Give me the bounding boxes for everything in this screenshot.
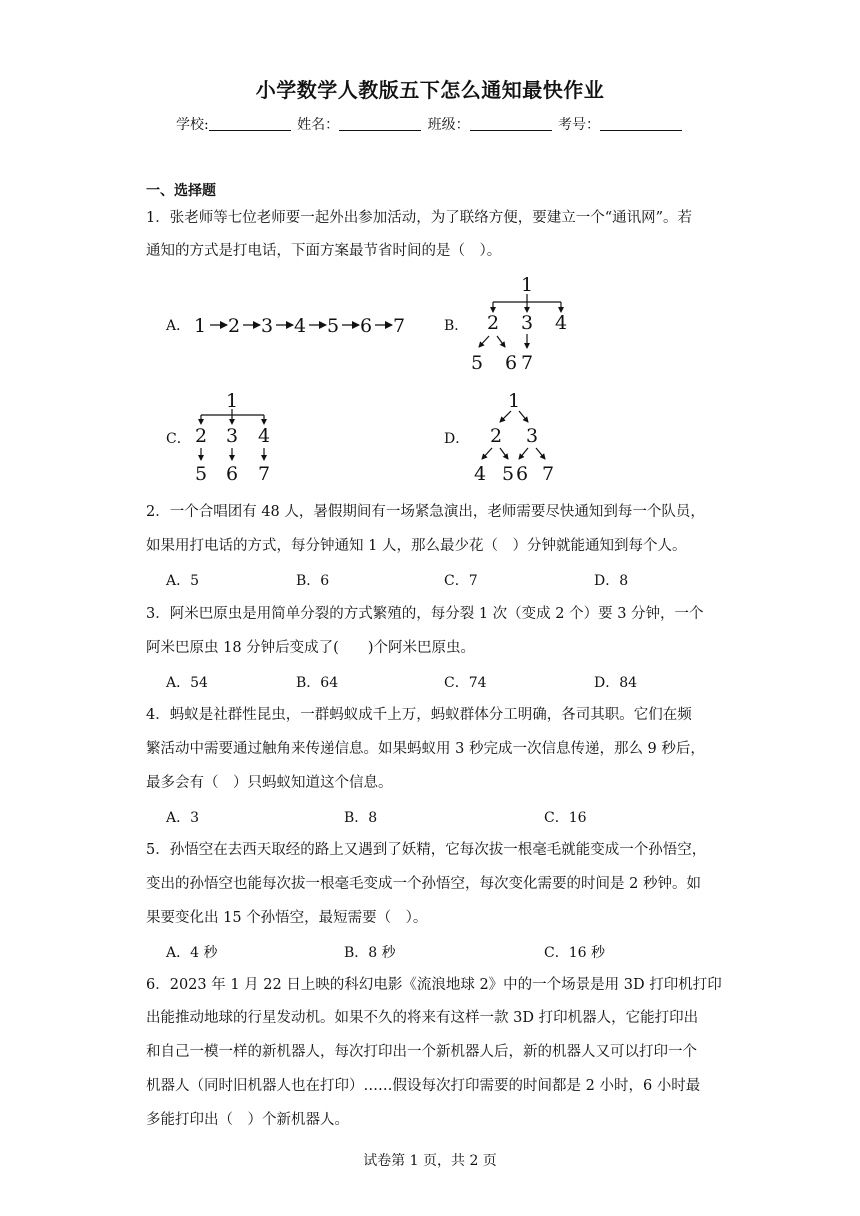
q6-line-2: 出能推动地球的行星发动机。如果不久的将来有这样一款 3D 打印机器人，它能打印出 [146,1010,699,1026]
q3-option-a[interactable]: A．54 [166,675,208,691]
q6-line-5: 多能打印出（ ）个新机器人。 [146,1112,349,1128]
page-footer: 试卷第 1 页，共 2 页 [363,1153,497,1169]
q2-option-d[interactable]: D．8 [594,573,629,589]
node-5: 5 [327,315,340,337]
q5-line-2: 变出的孙悟空也能每次拔一根毫毛变成一个孙悟空，每次变化需要的时间是 2 秒钟。如 [146,876,701,892]
section-heading: 一、选择题 [146,183,216,199]
q1-line-1: 1．张老师等七位老师要一起外出参加活动，为了联络方便，要建立一个“通讯网”。若 [146,210,693,226]
class-label: 班级： [427,117,470,133]
node-5: 5 [195,463,208,485]
q3-option-d[interactable]: D．84 [594,675,638,691]
node-5: 5 [471,352,484,374]
q2-line-1: 2．一个合唱团有 48 人，暑假期间有一场紧急演出，老师需要尽快通知到每一个队员， [146,504,705,520]
q6-line-1: 6．2023 年 1 月 22 日上映的科幻电影《流浪地球 2》中的一个场景是用 3D 打印机打印 [146,977,722,993]
node-6: 6 [360,315,373,337]
q4-line-3: 最多会有（ ）只蚂蚁知道这个信息。 [146,775,393,791]
q3-option-c[interactable]: C．74 [444,675,487,691]
name-label: 姓名： [297,117,340,133]
node-1: 1 [194,315,207,337]
q6-line-4: 机器人（同时旧机器人也在打印）……假设每次打印需要的时间都是 2 小时，6 小时最 [146,1078,701,1094]
q1-option-d-label[interactable]: D． [444,431,470,447]
q4-option-a[interactable]: A．3 [166,810,200,826]
node-4: 4 [258,425,271,447]
q5-option-c[interactable]: C．16 秒 [544,945,605,961]
q3-option-b[interactable]: B．64 [296,675,339,691]
node-6: 6 [516,463,529,485]
student-info-line [0,114,860,134]
q1-diagram-d [468,388,568,488]
node-1: 1 [226,390,239,412]
school-blank[interactable] [209,116,291,131]
node-4: 4 [474,463,487,485]
q5-option-a[interactable]: A．4 秒 [166,945,218,961]
node-1: 1 [521,274,534,296]
node-2: 2 [195,425,208,447]
page-title: 小学数学人教版五下怎么通知最快作业 [255,78,605,102]
q1-line-2: 通知的方式是打电话，下面方案最节省时间的是（ ）。 [146,243,502,259]
node-2: 2 [490,425,503,447]
q2-option-a[interactable]: A．5 [166,573,200,589]
q2-option-b[interactable]: B．6 [296,573,330,589]
q2-line-2: 如果用打电话的方式，每分钟通知 1 人，那么最少花（ ）分钟就能通知到每个人。 [146,538,687,554]
q1-diagram-a [190,300,420,340]
node-7: 7 [258,463,271,485]
q6-line-3: 和自己一模一样的新机器人，每次打印出一个新机器人后，新的机器人又可以打印一个 [146,1044,697,1060]
school-label: 学校: [175,117,209,133]
q1-option-b-label[interactable]: B． [444,318,469,334]
q1-option-c-label[interactable]: C． [166,431,191,447]
node-5: 5 [502,463,515,485]
exam-no-label: 考号： [558,117,601,133]
q1-option-a-label[interactable]: A． [166,318,191,334]
q4-option-b[interactable]: B．8 [344,810,378,826]
name-blank[interactable] [339,116,421,131]
exam-no-blank[interactable] [600,116,682,131]
node-7: 7 [393,315,406,337]
q2-option-c[interactable]: C．7 [444,573,478,589]
node-4: 4 [294,315,307,337]
node-7: 7 [542,463,555,485]
q3-line-1: 3．阿米巴原虫是用简单分裂的方式繁殖的，每分裂 1 次（变成 2 个）要 3 分钟，一个 [146,606,704,622]
q4-line-1: 4．蚂蚁是社群性昆虫，一群蚂蚁成千上万，蚂蚁群体分工明确，各司其职。它们在频 [146,707,692,723]
q5-line-1: 5．孙悟空在去西天取经的路上又遇到了妖精，它每次拔一根毫毛就能变成一个孙悟空， [146,842,707,858]
q1-diagram-c [190,388,290,488]
node-1: 1 [508,390,521,412]
node-7: 7 [521,352,534,374]
class-blank[interactable] [470,116,552,131]
node-3: 3 [261,315,274,337]
node-3: 3 [521,312,534,334]
q4-option-c[interactable]: C．16 [544,810,587,826]
q5-line-3: 果要变化出 15 个孙悟空，最短需要（ ）。 [146,910,428,926]
q1-diagram-b [465,272,575,377]
node-4: 4 [555,312,568,334]
q4-line-2: 繁活动中需要通过触角来传递信息。如果蚂蚁用 3 秒完成一次信息传递，那么 9 秒后， [146,741,705,757]
node-3: 3 [526,425,539,447]
node-6: 6 [226,463,239,485]
node-3: 3 [226,425,239,447]
node-2: 2 [487,312,500,334]
q5-option-b[interactable]: B．8 秒 [344,945,396,961]
node-6: 6 [505,352,518,374]
q3-line-2: 阿米巴原虫 18 分钟后变成了( )个阿米巴原虫。 [146,640,475,656]
node-2: 2 [228,315,241,337]
